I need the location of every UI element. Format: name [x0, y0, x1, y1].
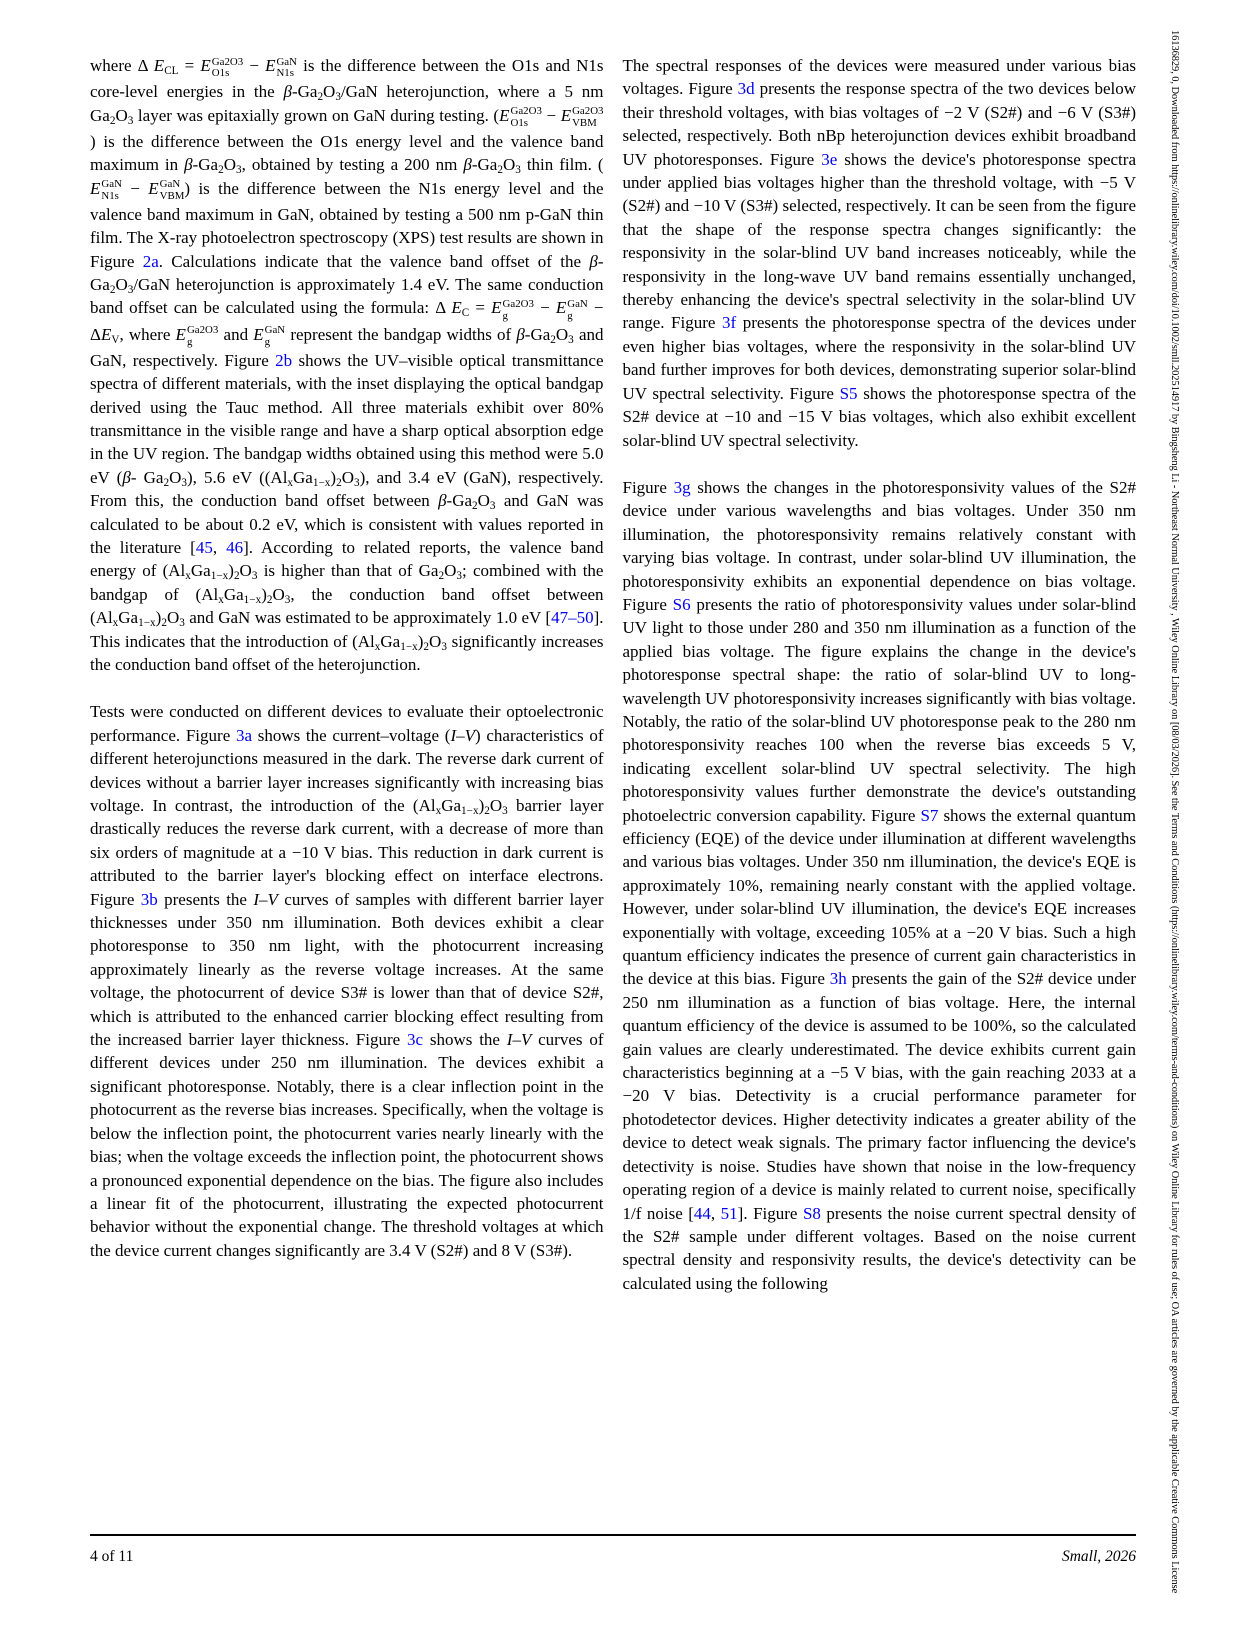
- download-watermark: 16136829, 0, Downloaded from https://onlinelibrary.wiley.com/doi/10.1002/smll.202514917 by Bingsheng Li - Northeast Normal University , Wiley Online Library on [08/03/2026]. See the Terms and Conditions (https://onlinelibrary.wiley.com/terms-and-conditions) on Wiley Online Library for rules of use; OA articles are governed by the applicable Creative Commons License: [1169, 30, 1180, 1594]
- inline-link[interactable]: S8: [802, 1203, 821, 1223]
- paragraph: Tests were conducted on different devices to evaluate their optoelectronic performance. Figure 3a shows the current–voltage (I–V) characteristics of different heterojunctions measured in the dark. The reverse dark current of devices without a barrier layer increases significantly with increasing bias voltage. In contrast, the introduction of the $(Al_xGa_{1-x})_2O_3$ barrier layer drastically reduces the reverse dark current, with a decrease of more than six orders of magnitude at a −10 V bias. This reduction in dark current is attributed to the barrier layer's blocking effect on interface electrons. Figure 3b presents the I–V curves of samples with different barrier layer thicknesses under 350 nm illumination. Both devices exhibit a clear photoresponse to 350 nm light, with the photocurrent increasing approximately linearly as the reverse voltage increases. At the same voltage, the photocurrent of device S3# is lower than that of device S2#, which is attributed to the enhanced carrier blocking effect resulting from the increased barrier layer thickness. Figure 3c shows the I–V curves of different devices under 250 nm illumination. The devices exhibit a significant photoresponse. Notably, there is a clear inflection point in the photocurrent as the reverse bias increases. Specifically, when the voltage is below the inflection point, the photocurrent varies nearly linearly with the bias; when the voltage exceeds the inflection point, the photocurrent shows a pronounced exponential dependence on the bias. The figure also includes a linear fit of the photocurrent, illustrating the expected photocurrent behavior without the exponential change. The threshold voltages at which the device current changes significantly are 3.4 V (S2#) and 8 V (S3#).: [90, 702, 604, 1260]
- math-variable: E Ga2O3 O1s: [200, 55, 244, 80]
- inline-link[interactable]: 3a: [235, 725, 252, 745]
- inline-link[interactable]: 51: [720, 1203, 738, 1223]
- inline-link[interactable]: S5: [839, 383, 858, 403]
- inline-link[interactable]: 44: [693, 1203, 711, 1223]
- paragraph: Figure 3g shows the changes in the photoresponsivity values of the S2# device under various wavelengths and bias voltages. Under 350 nm illumination, the photoresponsivity remains relatively constant with varying bias voltage. In contrast, under solar-blind UV illumination, the photoresponsivity exhibits an exponential dependence on bias voltage. Figure S6 presents the ratio of photoresponsivity values under solar-blind UV light to those under 280 and 350 nm illumination as a function of the applied bias voltage. The figure explains the change in the device's photoresponse spectral shape: the ratio of solar-blind UV to long-wavelength UV photoresponsivity increases significantly with bias voltage. Notably, the ratio of the solar-blind UV photoresponse peak to the 280 nm photoresponsivity reaches 100 when the reverse bias exceeds 5 V, indicating excellent solar-blind UV spectral selectivity. The high photoresponsivity values further demonstrate the device's outstanding photoelectric conversion capability. Figure S7 shows the external quantum efficiency (EQE) of the device under illumination at different wavelengths and various bias voltages. Under 350 nm illumination, the device's EQE is approximately 10%, remaining nearly constant with the applied voltage. However, under solar-blind UV illumination, the device's EQE increases exponentially with voltage, exceeding 105% at a −20 V bias. Such a high quantum efficiency indicates the presence of current gain characteristics in the device at this bias. Figure 3h presents the gain of the S2# device under 250 nm illumination as a function of bias voltage. Here, the internal quantum efficiency of the device is assumed to be 100%, so the calculated gain values are clearly underestimated. The device exhibits current gain characteristics beginning at a −5 V bias, with the gain reaching 2033 at a −20 V bias. Detectivity is a crucial performance parameter for photodetector devices. Higher detectivity indicates a greater ability of the device to detect weak signals. The primary factor influencing the device's detectivity is noise. Studies have shown that noise in the low-frequency operating region of a device is mainly related to current noise, specifically 1/f noise [44, 51]. Figure S8 presents the noise current spectral density of the S2# sample under different voltages. Based on the noise current spectral density and responsivity results, the device's detectivity can be calculated using the following: [622, 477, 1137, 1293]
- math-variable: E GaN g: [555, 298, 588, 322]
- inline-link[interactable]: 2a: [142, 251, 159, 271]
- paragraph: where Δ $E_{CL} = E$ Ga2O3 O1s − E GaN N1s is the difference between the O1s and N1s core-level energies in the $\beta-Ga_2O_3$/GaN heterojunction, where a 5 nm $Ga_2O_3$ layer was epitaxially grown on GaN during testing. (E Ga2O3 O1s − E Ga2O3 VBM ) is the difference between the O1s energy level and the valence band maximum in $\beta-Ga_2O_3$, obtained by testing a 200 nm $\beta-Ga_2O_3$ thin film. (E GaN N1s − E GaN VBM ) is the difference between the N1s energy level and the valence band maximum in GaN, obtained by testing a 500 nm p-GaN thin film. The X-ray photoelectron spectroscopy (XPS) test results are shown in Figure 2a. Calculations indicate that the valence band offset of the $\beta-Ga_2O_3$/GaN heterojunction is approximately 1.4 eV. The same conduction band offset can be calculated using the formula: Δ $E_C = E$ Ga2O3 g − E GaN g − $\Delta E_V$, where E Ga2O3 g and E GaN g represent the bandgap widths of $\beta-Ga_2O_3$ and GaN, respectively. Figure 2b shows the UV–visible optical transmittance spectra of different materials, with the inset displaying the optical bandgap derived using the Tauc method. All three materials exhibit over 80% transmittance in the visible range and have a sharp optical absorption edge in the UV region. The bandgap widths obtained using this method were 5.0 eV (β- $Ga_2O_3$), 5.6 eV $((Al_xGa_{1-x})_2O_3)$, and 3.4 eV (GaN), respectively. From this, the conduction band offset between $\beta-Ga_2O_3$ and GaN was calculated to be about 0.2 eV, which is consistent with values reported in the literature [45, 46]. According to related reports, the valence band energy of $(Al_xGa_{1-x})_2O_3$ is higher than that of $Ga_2O_3$; combined with the bandgap of $(Al_xGa_{1-x})_2O_3$, the conduction band offset between $(Al_xGa_{1-x})_2O_3$ and GaN was estimated to be approximately 1.0 eV [47–50]. This indicates that the introduction of $(Al_xGa_{1-x})_2O_3$ significantly increases the conduction band offset of the heterojunction.: [90, 55, 604, 674]
- math-variable: E Ga2O3 VBM: [560, 105, 604, 130]
- inline-link[interactable]: S6: [672, 594, 691, 614]
- right-column: [623, 54, 1137, 1295]
- two-column-text: [90, 54, 1136, 1295]
- inline-link[interactable]: 3c: [407, 1030, 424, 1050]
- math-variable: E Ga2O3 O1s: [499, 105, 542, 130]
- inline-link[interactable]: 2b: [275, 350, 293, 370]
- inline-link[interactable]: 47–50: [551, 608, 594, 628]
- left-column: [90, 54, 604, 1295]
- inline-link[interactable]: 3g: [673, 477, 691, 497]
- math-variable: E Ga2O3 g: [491, 298, 534, 322]
- math-variable: E Ga2O3 g: [175, 324, 219, 348]
- inline-link[interactable]: 3h: [829, 969, 847, 989]
- journal-name: Small, 2026: [1061, 1548, 1136, 1565]
- inline-link[interactable]: 3e: [821, 149, 838, 169]
- page-footer: [90, 1548, 1136, 1566]
- paragraph: The spectral responses of the devices were measured under various bias voltages. Figure 3d presents the response spectra of the two devices below their threshold voltages, with bias voltages of −2 V (S2#) and −6 V (S3#) selected, respectively. Both nBp heterojunction devices exhibit broadband UV photoresponses. Figure 3e shows the device's photoresponse spectra under applied bias voltages higher than the threshold voltage, with −5 V (S2#) and −10 V (S3#) selected, respectively. It can be seen from the figure that the shape of the response spectra changes significantly: the responsivity in the solar-blind UV band increases noticeably, while the responsivity in the long-wave UV band remains essentially unchanged, thereby enhancing the device's spectral selectivity in the solar-blind UV range. Figure 3f presents the photoresponse spectra of the devices under even higher bias voltages, where the responsivity in the solar-blind UV band further improves for both devices, demonstrating superior solar-blind UV spectral selectivity. Figure S5 shows the photoresponse spectra of the S2# device at −10 and −15 V bias voltages, which also exhibit excellent solar-blind UV spectral selectivity.: [622, 56, 1137, 450]
- inline-link[interactable]: 3d: [737, 79, 755, 99]
- inline-link[interactable]: 3b: [140, 889, 158, 909]
- page-body: [90, 54, 1136, 1295]
- inline-link[interactable]: 45: [195, 537, 213, 557]
- footer-divider: [90, 1534, 1136, 1536]
- inline-link[interactable]: 3f: [722, 313, 737, 333]
- math-variable: E GaN g: [253, 324, 286, 348]
- math-variable: E GaN N1s: [265, 55, 297, 80]
- page-number: 4 of 11: [90, 1548, 134, 1565]
- math-variable: E GaN VBM: [148, 178, 185, 202]
- inline-link[interactable]: 46: [226, 537, 244, 557]
- math-variable: E GaN N1s: [90, 178, 122, 202]
- inline-link[interactable]: S7: [920, 805, 939, 825]
